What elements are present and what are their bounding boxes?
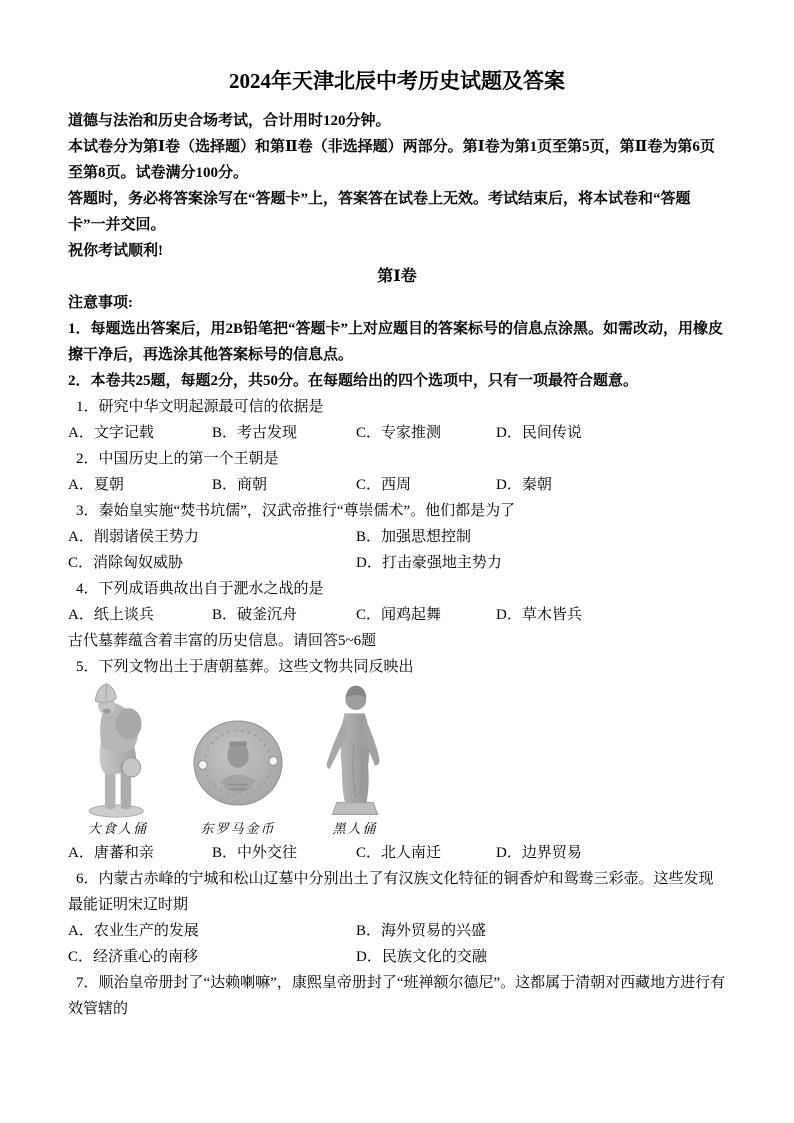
question-6-options-row-2: [68, 944, 726, 970]
artifact-roman-gold-coin: [183, 680, 293, 839]
artifact-caption-roman-gold-coin: 东罗马金币: [200, 821, 276, 836]
roman-gold-coin-image: [190, 718, 286, 808]
question-1-option-b: B．考古发现: [212, 425, 298, 441]
question-2-options: [68, 472, 726, 498]
black-figurine-image: [310, 682, 400, 818]
artifact-caption-arab-figurine: 大食人俑: [87, 821, 148, 836]
question-1-stem: 1．研究中华文明起源最可信的依据是: [76, 399, 324, 415]
question-6-options-row-1: [68, 918, 726, 944]
question-3-option-c: C．消除匈奴威胁: [68, 555, 184, 571]
question-6-stem: 6．内蒙古赤峰的宁城和松山辽墓中分别出土了有汉族文化特征的铜香炉和鸳鸯三彩壶。这些发现最能证明宋辽时期: [68, 871, 714, 913]
notice-item-2: 2．本卷共25题，每题2分，共50分。在每题给出的四个选项中，只有一项最符合题意。: [68, 373, 639, 389]
intro-line-exam-time: 道德与法治和历史合场考试，合计用时120分钟。: [68, 113, 391, 129]
question-5-options: [68, 840, 726, 866]
question-5-option-d: D．边界贸易: [496, 845, 582, 861]
question-3-option-a: A．削弱诸侯王势力: [68, 529, 199, 545]
question-1-option-d: D．民间传说: [496, 425, 582, 441]
notice-title: 注意事项:: [68, 295, 133, 311]
question-4-option-b: B．破釜沉舟: [212, 607, 298, 623]
question-3-options-row-1: [68, 524, 726, 550]
question-2-option-c: C．西周: [356, 477, 412, 493]
question-5-option-c: C．北人南迁: [356, 845, 442, 861]
artifact-black-figurine: [300, 680, 410, 839]
black-figurine-image-wrap: [300, 680, 410, 818]
question-3-option-b: B．加强思想控制: [356, 529, 472, 545]
question-6-option-a: A．农业生产的发展: [68, 923, 199, 939]
intro-line-answer-card: 答题时，务必将答案涂写在“答题卡”上，答案答在试卷上无效。考试结束后，将本试卷和“答题卡”一并交回。: [68, 191, 691, 233]
section-title-volume-1: 第Ⅰ卷: [377, 268, 417, 285]
question-5-option-b: B．中外交往: [212, 845, 298, 861]
question-2-option-b: B．商朝: [212, 477, 268, 493]
question-4-option-a: A．纸上谈兵: [68, 607, 154, 623]
question-1-options: [68, 420, 726, 446]
question-4-option-c: C．闻鸡起舞: [356, 607, 442, 623]
question-5-stem: 5．下列文物出土于唐朝墓葬。这些文物共同反映出: [76, 659, 414, 675]
question-7-stem: 7．顺治皇帝册封了“达赖喇嘛”，康熙皇帝册封了“班禅额尔德尼”。这都属于清朝对西藏地方进行有效管辖的: [68, 975, 726, 1017]
question-1-option-c: C．专家推测: [356, 425, 442, 441]
question-4-stem: 4．下列成语典故出自于淝水之战的是: [76, 581, 324, 597]
question-2-option-d: D．秦朝: [496, 477, 552, 493]
lead-questions-5-6: 古代墓葬蕴含着丰富的历史信息。请回答5~6题: [68, 633, 377, 649]
artifact-caption-black-figurine: 黑人俑: [332, 821, 378, 836]
roman-gold-coin-image-wrap: [183, 680, 293, 818]
question-2-stem: 2．中国历史上的第一个王朝是: [76, 451, 279, 467]
question-2-option-a: A．夏朝: [68, 477, 124, 493]
notice-item-1: 1．每题选出答案后，用2B铅笔把“答题卡”上对应题目的答案标号的信息点涂黑。如需改动，用橡皮擦干净后，再选涂其他答案标号的信息点。: [68, 321, 724, 363]
question-6-option-d: D．民族文化的交融: [356, 949, 487, 965]
question-3-option-d: D．打击豪强地主势力: [356, 555, 502, 571]
question-4-option-d: D．草木皆兵: [496, 607, 582, 623]
intro-line-good-luck: 祝你考试顺利!: [68, 243, 163, 259]
question-6-option-c: C．经济重心的南移: [68, 949, 199, 965]
question-1-option-a: A．文字记载: [68, 425, 154, 441]
question-3-stem: 3．秦始皇实施“焚书坑儒”，汉武帝推行“尊崇儒术”。他们都是为了: [76, 503, 516, 519]
artifact-arab-figurine: [68, 680, 168, 839]
question-6-option-b: B．海外贸易的兴盛: [356, 923, 487, 939]
question-4-options: [68, 602, 726, 628]
question-5-option-a: A．唐蕃和亲: [68, 845, 154, 861]
question-3-options-row-2: [68, 550, 726, 576]
intro-line-paper-structure: 本试卷分为第Ⅰ卷（选择题）和第Ⅱ卷（非选择题）两部分。第Ⅰ卷为第1页至第5页，第Ⅱ卷为第6页至第8页。试卷满分100分。: [68, 139, 715, 181]
arab-figurine-image-wrap: [68, 680, 168, 818]
arab-figurine-image: [78, 682, 158, 818]
page-title: 2024年天津北辰中考历史试题及答案: [229, 69, 565, 93]
question-5-artifact-images: [68, 680, 726, 840]
